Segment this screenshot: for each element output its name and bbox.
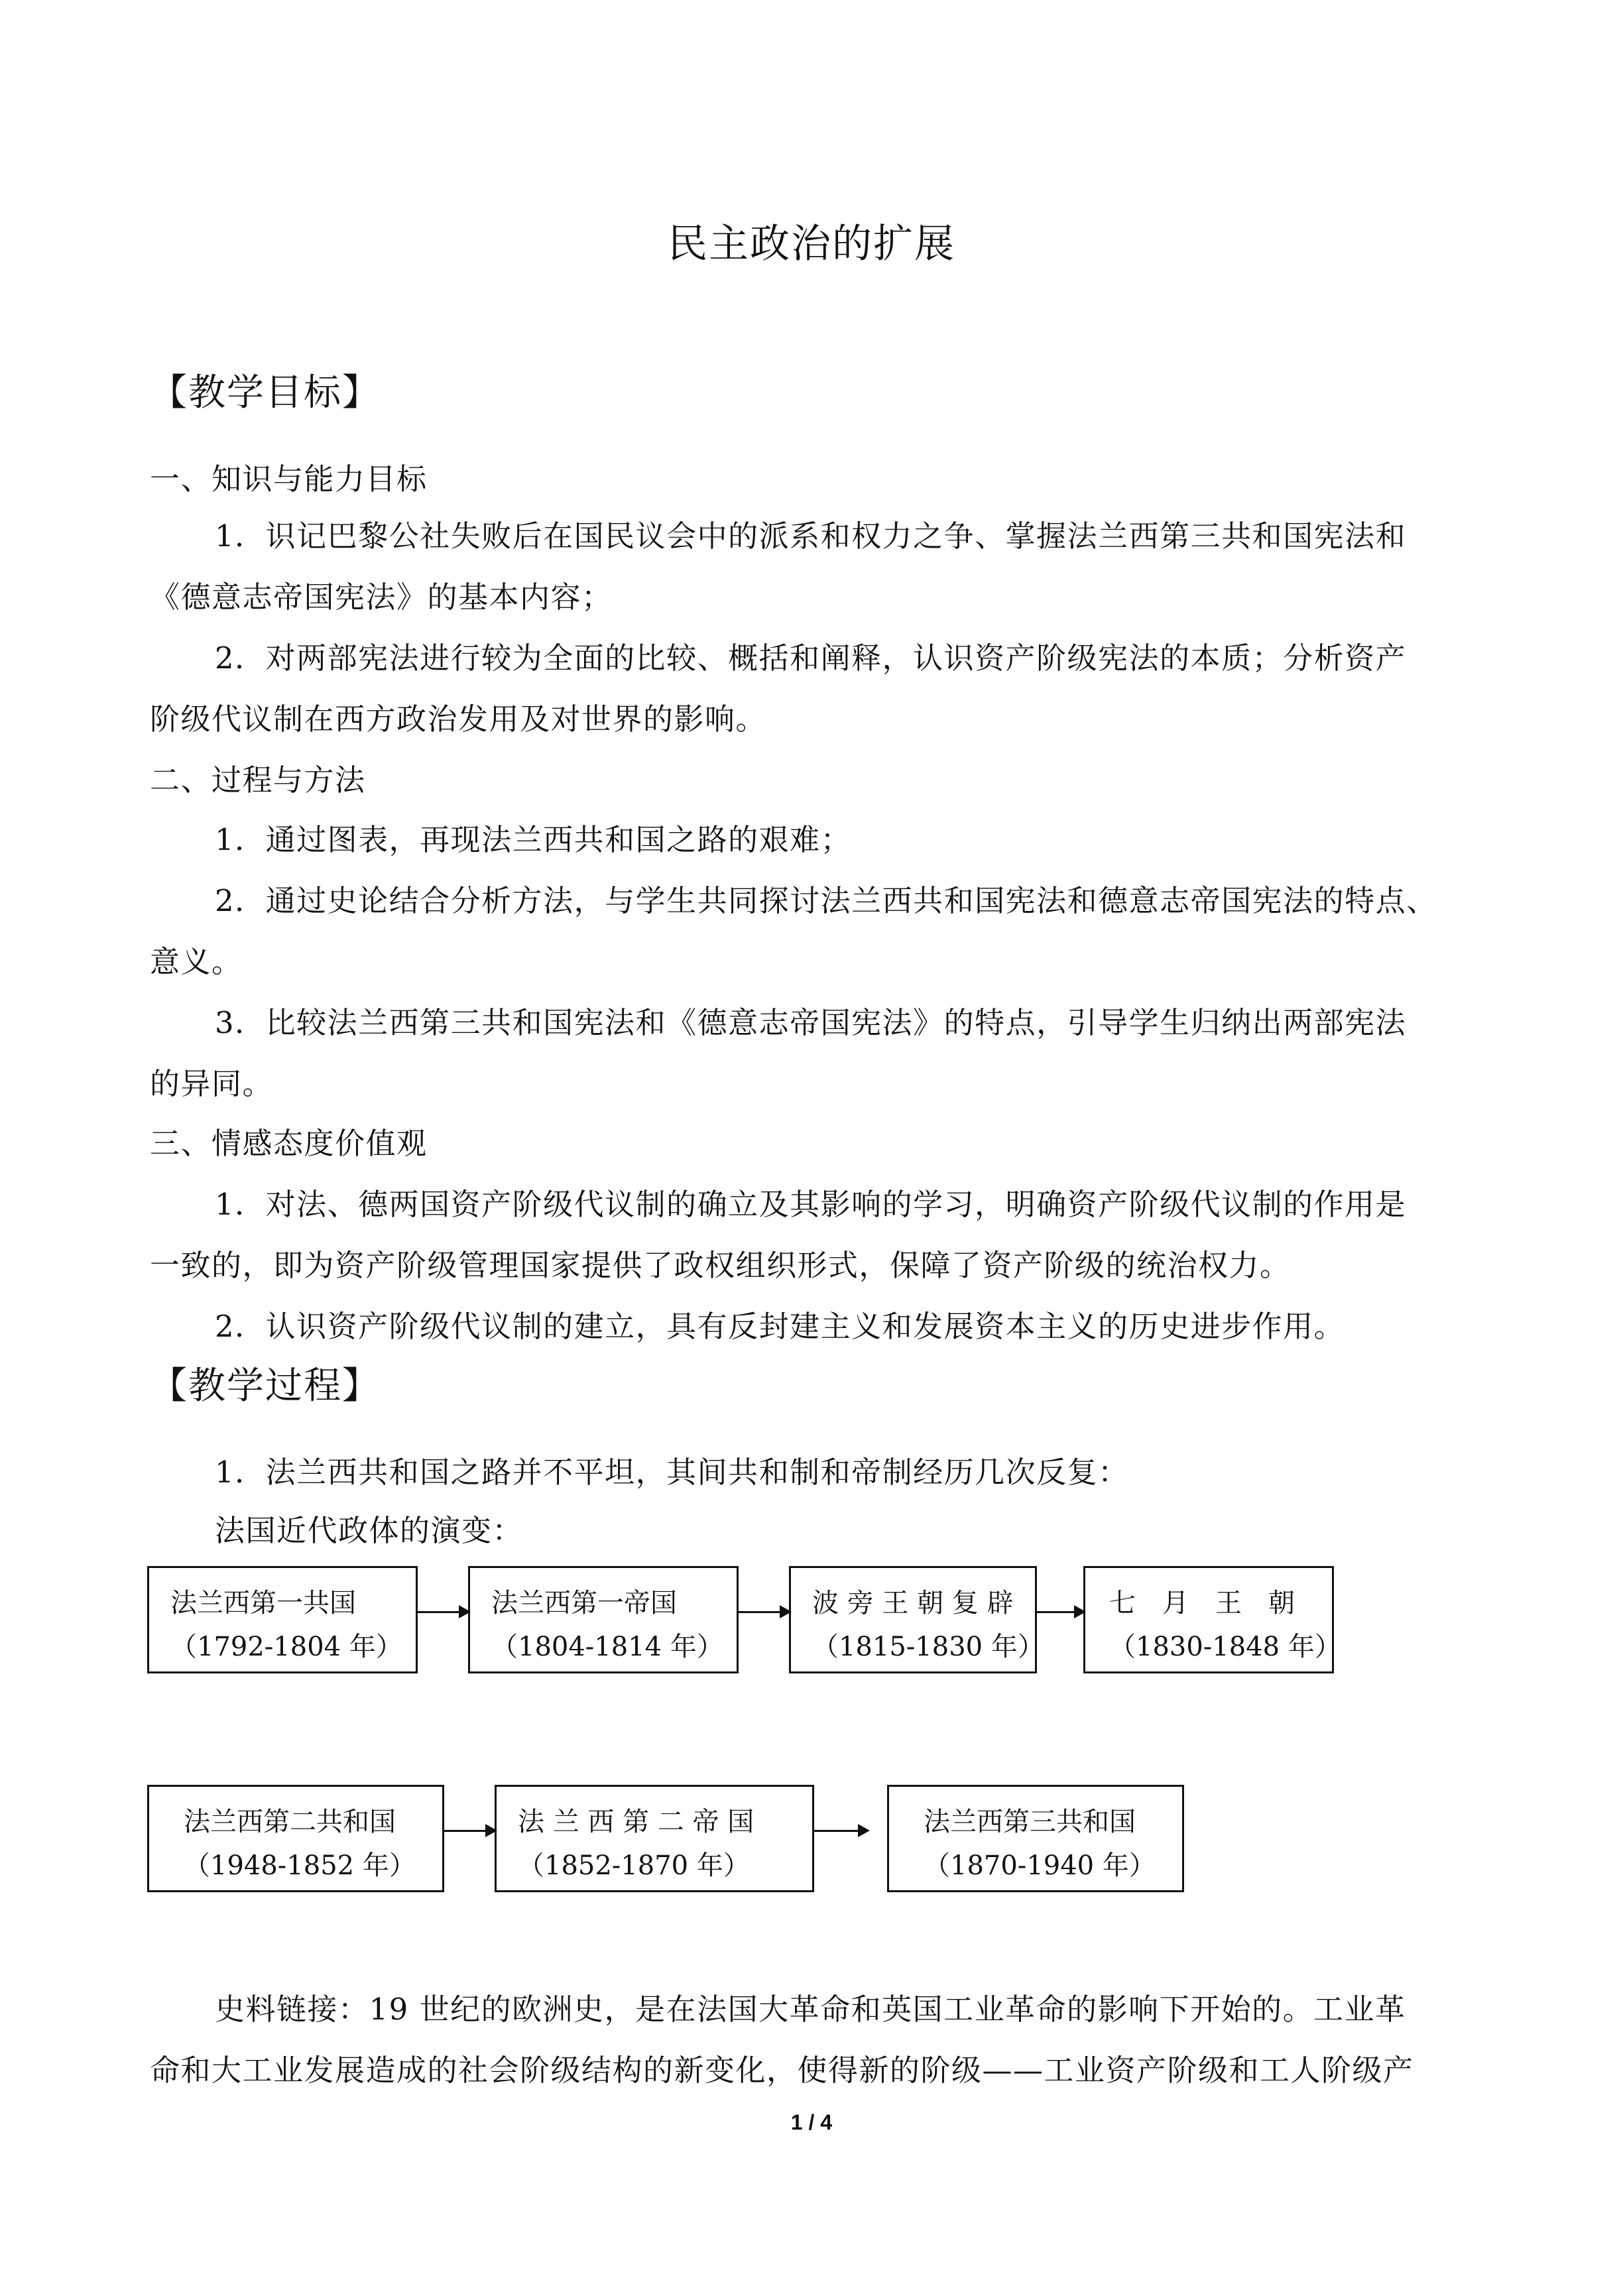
flow-box-years: （1948-1852 年）	[184, 1850, 416, 1881]
goal-item-text: 2．通过史论结合分析方法，与学生共同探讨法兰西共和国宪法和德意志帝国宪法的特点、	[215, 883, 1437, 918]
flow-arrow	[814, 1830, 867, 1832]
flow-box	[468, 1566, 739, 1673]
flow-box	[1083, 1566, 1341, 1673]
flow-box-name: 法兰西第三共和国	[924, 1807, 1136, 1837]
flow-arrow	[444, 1830, 495, 1832]
flow-arrow	[739, 1611, 789, 1613]
flow-box	[495, 1785, 814, 1892]
process-text: 法国近代政体的演变：	[215, 1513, 524, 1548]
flow-arrow	[1037, 1611, 1083, 1613]
section-heading-goals: 【教学目标】	[150, 371, 381, 414]
section-heading-process: 【教学过程】	[150, 1364, 381, 1408]
process-text: 1．法兰西共和国之路并不平坦，其间共和制和帝制经历几次反复：	[215, 1455, 1129, 1490]
flow-box-years: （1830-1848 年）	[1109, 1632, 1341, 1662]
goal-item-text: 1．对法、德两国资产阶级代议制的确立及其影响的学习，明确资产阶级代议制的作用是	[215, 1187, 1407, 1222]
flow-box-name: 法兰西第二共和国	[184, 1807, 396, 1837]
goal-heading-values: 三、情感态度价值观	[150, 1126, 428, 1161]
flow-box-years: （1804-1814 年）	[491, 1632, 723, 1662]
page-title: 民主政治的扩展	[668, 221, 955, 267]
goal-item-text: 意义。	[150, 944, 243, 979]
goal-heading-process: 二、过程与方法	[150, 762, 366, 798]
page-number: 1 / 4	[790, 2110, 833, 2134]
goal-item-text: 阶级代议制在西方政治发用及对世界的影响。	[150, 701, 767, 737]
flow-box-years: （1792-1804 年）	[170, 1632, 402, 1662]
goal-heading-knowledge: 一、知识与能力目标	[150, 461, 428, 497]
goal-item-text: 1．通过图表，再现法兰西共和国之路的艰难；	[215, 822, 852, 857]
flow-arrow	[418, 1611, 468, 1613]
goal-item-text: 1．识记巴黎公社失败后在国民议会中的派系和权力之争、掌握法兰西第三共和国宪法和	[215, 518, 1407, 554]
flow-box	[789, 1566, 1044, 1673]
flow-box-name: 波 旁 王 朝 复 辟	[812, 1588, 1014, 1618]
goal-item-text: 2．对两部宪法进行较为全面的比较、概括和阐释，认识资产阶级宪法的本质；分析资产	[215, 640, 1407, 676]
source-text: 史料链接：19 世纪的欧洲史，是在法国大革命和英国工业革命的影响下开始的。工业革	[215, 1992, 1406, 2027]
flow-box	[147, 1566, 418, 1673]
goal-item-text: 一致的，即为资产阶级管理国家提供了政权组织形式，保障了资产阶级的统治权力。	[150, 1248, 1291, 1283]
flow-box-name: 法 兰 西 第 二 帝 国	[518, 1807, 754, 1837]
goal-item-text: 的异同。	[150, 1066, 274, 1101]
goal-item-text: 《德意志帝国宪法》的基本内容；	[150, 579, 613, 615]
source-text: 命和大工业发展造成的社会阶级结构的新变化，使得新的阶级——工业资产阶级和工人阶级产	[150, 2053, 1414, 2088]
flow-box-name: 七 月 王 朝	[1109, 1588, 1295, 1618]
goal-item-text: 2．认识资产阶级代议制的建立，具有反封建主义和发展资本主义的历史进步作用。	[215, 1309, 1345, 1344]
flow-box-years: （1815-1830 年）	[812, 1632, 1044, 1662]
flow-box-name: 法兰西第一帝国	[491, 1588, 677, 1618]
flow-box	[887, 1785, 1184, 1892]
flow-box-years: （1852-1870 年）	[518, 1850, 750, 1881]
goal-item-text: 3．比较法兰西第三共和国宪法和《德意志帝国宪法》的特点，引导学生归纳出两部宪法	[215, 1005, 1407, 1040]
flow-box-name: 法兰西第一共国	[170, 1588, 356, 1618]
flow-box	[147, 1785, 444, 1892]
flow-box-years: （1870-1940 年）	[924, 1850, 1156, 1881]
